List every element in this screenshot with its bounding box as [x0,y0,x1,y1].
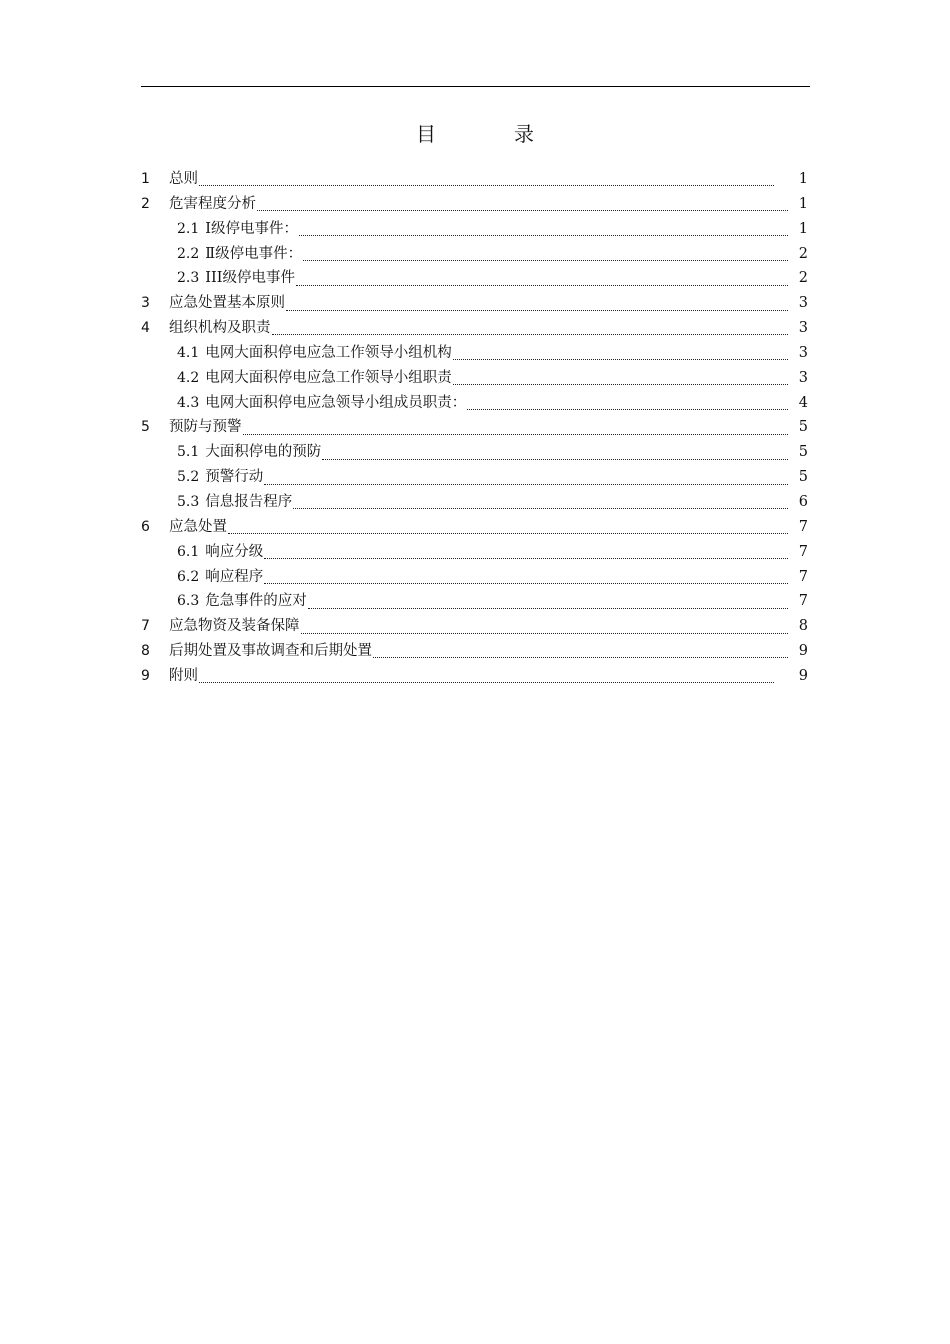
toc-entry-label: 危害程度分析 [169,195,256,212]
toc-entry-label: 应急物资及装备保障 [169,618,300,635]
toc-dot-leader [272,323,789,337]
toc-entry-label: 电网大面积停电应急工作领导小组机构 [205,344,452,361]
toc-entry-page: 5 [798,469,808,486]
toc-entry[interactable] [141,440,808,465]
toc-dot-leader [322,448,788,462]
table-of-contents [141,167,808,689]
toc-dot-leader [296,274,788,288]
toc-entry-label: 响应分级 [205,543,264,560]
toc-entry-number: 2 [141,195,150,212]
toc-entry-number: 7 [141,618,150,635]
toc-entry-label: 危急事件的应对 [205,593,307,610]
toc-entry-page: 9 [798,643,808,660]
toc-entry-number: 2.2 [177,245,200,262]
toc-dot-leader [264,547,788,561]
toc-entry[interactable] [141,291,808,316]
toc-entry-number: 4.2 [177,369,200,386]
toc-entry-label: 附则 [169,667,198,684]
toc-entry-number: 6 [141,518,150,535]
toc-entry-label: 应急处置基本原则 [169,295,285,312]
toc-entry-page: 3 [798,369,808,386]
toc-entry-page: 8 [798,618,808,635]
toc-entry-number: 5.2 [177,469,200,486]
toc-entry-number: 4.1 [177,344,200,361]
toc-dot-leader [264,572,788,586]
toc-entry-label: 组织机构及职责 [169,320,271,337]
toc-entry[interactable] [141,192,808,217]
toc-entry[interactable] [141,391,808,416]
toc-dot-leader [243,423,789,437]
toc-entry-label: 总则 [169,171,198,187]
toc-entry-number: 1 [141,171,150,187]
toc-entry-page: 3 [798,344,808,361]
toc-entry[interactable] [141,266,808,291]
toc-entry-page: 7 [798,593,808,610]
toc-title [0,118,950,147]
toc-entry[interactable] [141,589,808,614]
toc-entry-number: 9 [141,667,150,684]
toc-entry[interactable] [141,515,808,540]
toc-dot-leader [199,671,774,685]
toc-entry-page: 6 [798,493,808,510]
toc-title-char-1: 目 [416,122,436,146]
toc-entry-label: Ⅰ级停电事件： [205,220,298,237]
toc-entry[interactable] [141,217,808,242]
toc-entry-number: 5.3 [177,493,200,510]
toc-dot-leader [286,299,788,313]
toc-entry-number: 5 [141,419,150,436]
toc-entry[interactable] [141,167,808,192]
toc-dot-leader [303,249,788,263]
toc-entry-label: 大面积停电的预防 [205,444,322,461]
toc-entry-page: 9 [798,667,808,684]
toc-dot-leader [453,348,788,362]
toc-entry-number: 6.2 [177,568,200,585]
toc-dot-leader [257,199,788,213]
toc-entry-page: 7 [798,543,808,560]
toc-entry-page: 4 [798,394,808,411]
toc-entry-page: 2 [798,270,808,287]
toc-entry-page: 1 [798,195,808,212]
toc-entry-label: 电网大面积停电应急工作领导小组职责 [205,369,452,386]
toc-entry[interactable] [141,540,808,565]
toc-dot-leader [453,373,788,387]
toc-entry-number: 2.3 [177,270,200,287]
toc-entry[interactable] [141,341,808,366]
toc-entry[interactable] [141,415,808,440]
toc-dot-leader [293,497,788,511]
toc-entry[interactable] [141,366,808,391]
toc-title-char-2: 录 [514,122,534,146]
toc-dot-leader [467,398,788,412]
toc-entry[interactable] [141,490,808,515]
toc-dot-leader [199,174,774,188]
toc-entry-label: 响应程序 [205,568,264,585]
toc-entry[interactable] [141,242,808,267]
toc-dot-leader [301,622,789,636]
toc-dot-leader [228,522,788,536]
toc-entry[interactable] [141,316,808,341]
toc-dot-leader [373,646,788,660]
toc-entry-number: 5.1 [177,444,200,461]
toc-entry-page: 3 [798,320,808,337]
toc-entry[interactable] [141,465,808,490]
toc-entry-number: 3 [141,295,150,312]
toc-entry-label: 预防与预警 [169,419,242,436]
toc-entry-label: III级停电事件 [205,270,295,287]
toc-entry-number: 6.3 [177,593,200,610]
toc-entry[interactable] [141,565,808,590]
toc-entry-label: 应急处置 [169,518,227,535]
toc-entry-number: 4.3 [177,394,200,411]
toc-entry-page: 1 [798,220,808,237]
toc-entry[interactable] [141,639,808,664]
toc-entry-page: 3 [798,295,808,312]
toc-entry[interactable] [141,614,808,639]
toc-entry-page: 5 [798,444,808,461]
toc-entry-page: 7 [798,518,808,535]
toc-entry-label: 后期处置及事故调查和后期处置 [169,643,372,660]
toc-entry-page: 2 [798,245,808,262]
toc-entry-label: 电网大面积停电应急领导小组成员职责： [205,394,467,411]
toc-entry-number: 4 [141,320,150,337]
toc-entry[interactable] [141,664,808,689]
header-rule [141,86,810,87]
toc-entry-number: 8 [141,643,150,660]
toc-dot-leader [264,473,788,487]
toc-dot-leader [308,597,788,611]
toc-entry-page: 1 [798,171,808,187]
toc-entry-label: 信息报告程序 [205,493,293,510]
toc-entry-page: 7 [798,568,808,585]
toc-entry-number: 6.1 [177,543,200,560]
toc-entry-page: 5 [798,419,808,436]
toc-dot-leader [299,224,788,238]
toc-entry-label: Ⅱ级停电事件： [205,245,303,262]
toc-entry-number: 2.1 [177,220,200,237]
toc-entry-label: 预警行动 [205,469,264,486]
